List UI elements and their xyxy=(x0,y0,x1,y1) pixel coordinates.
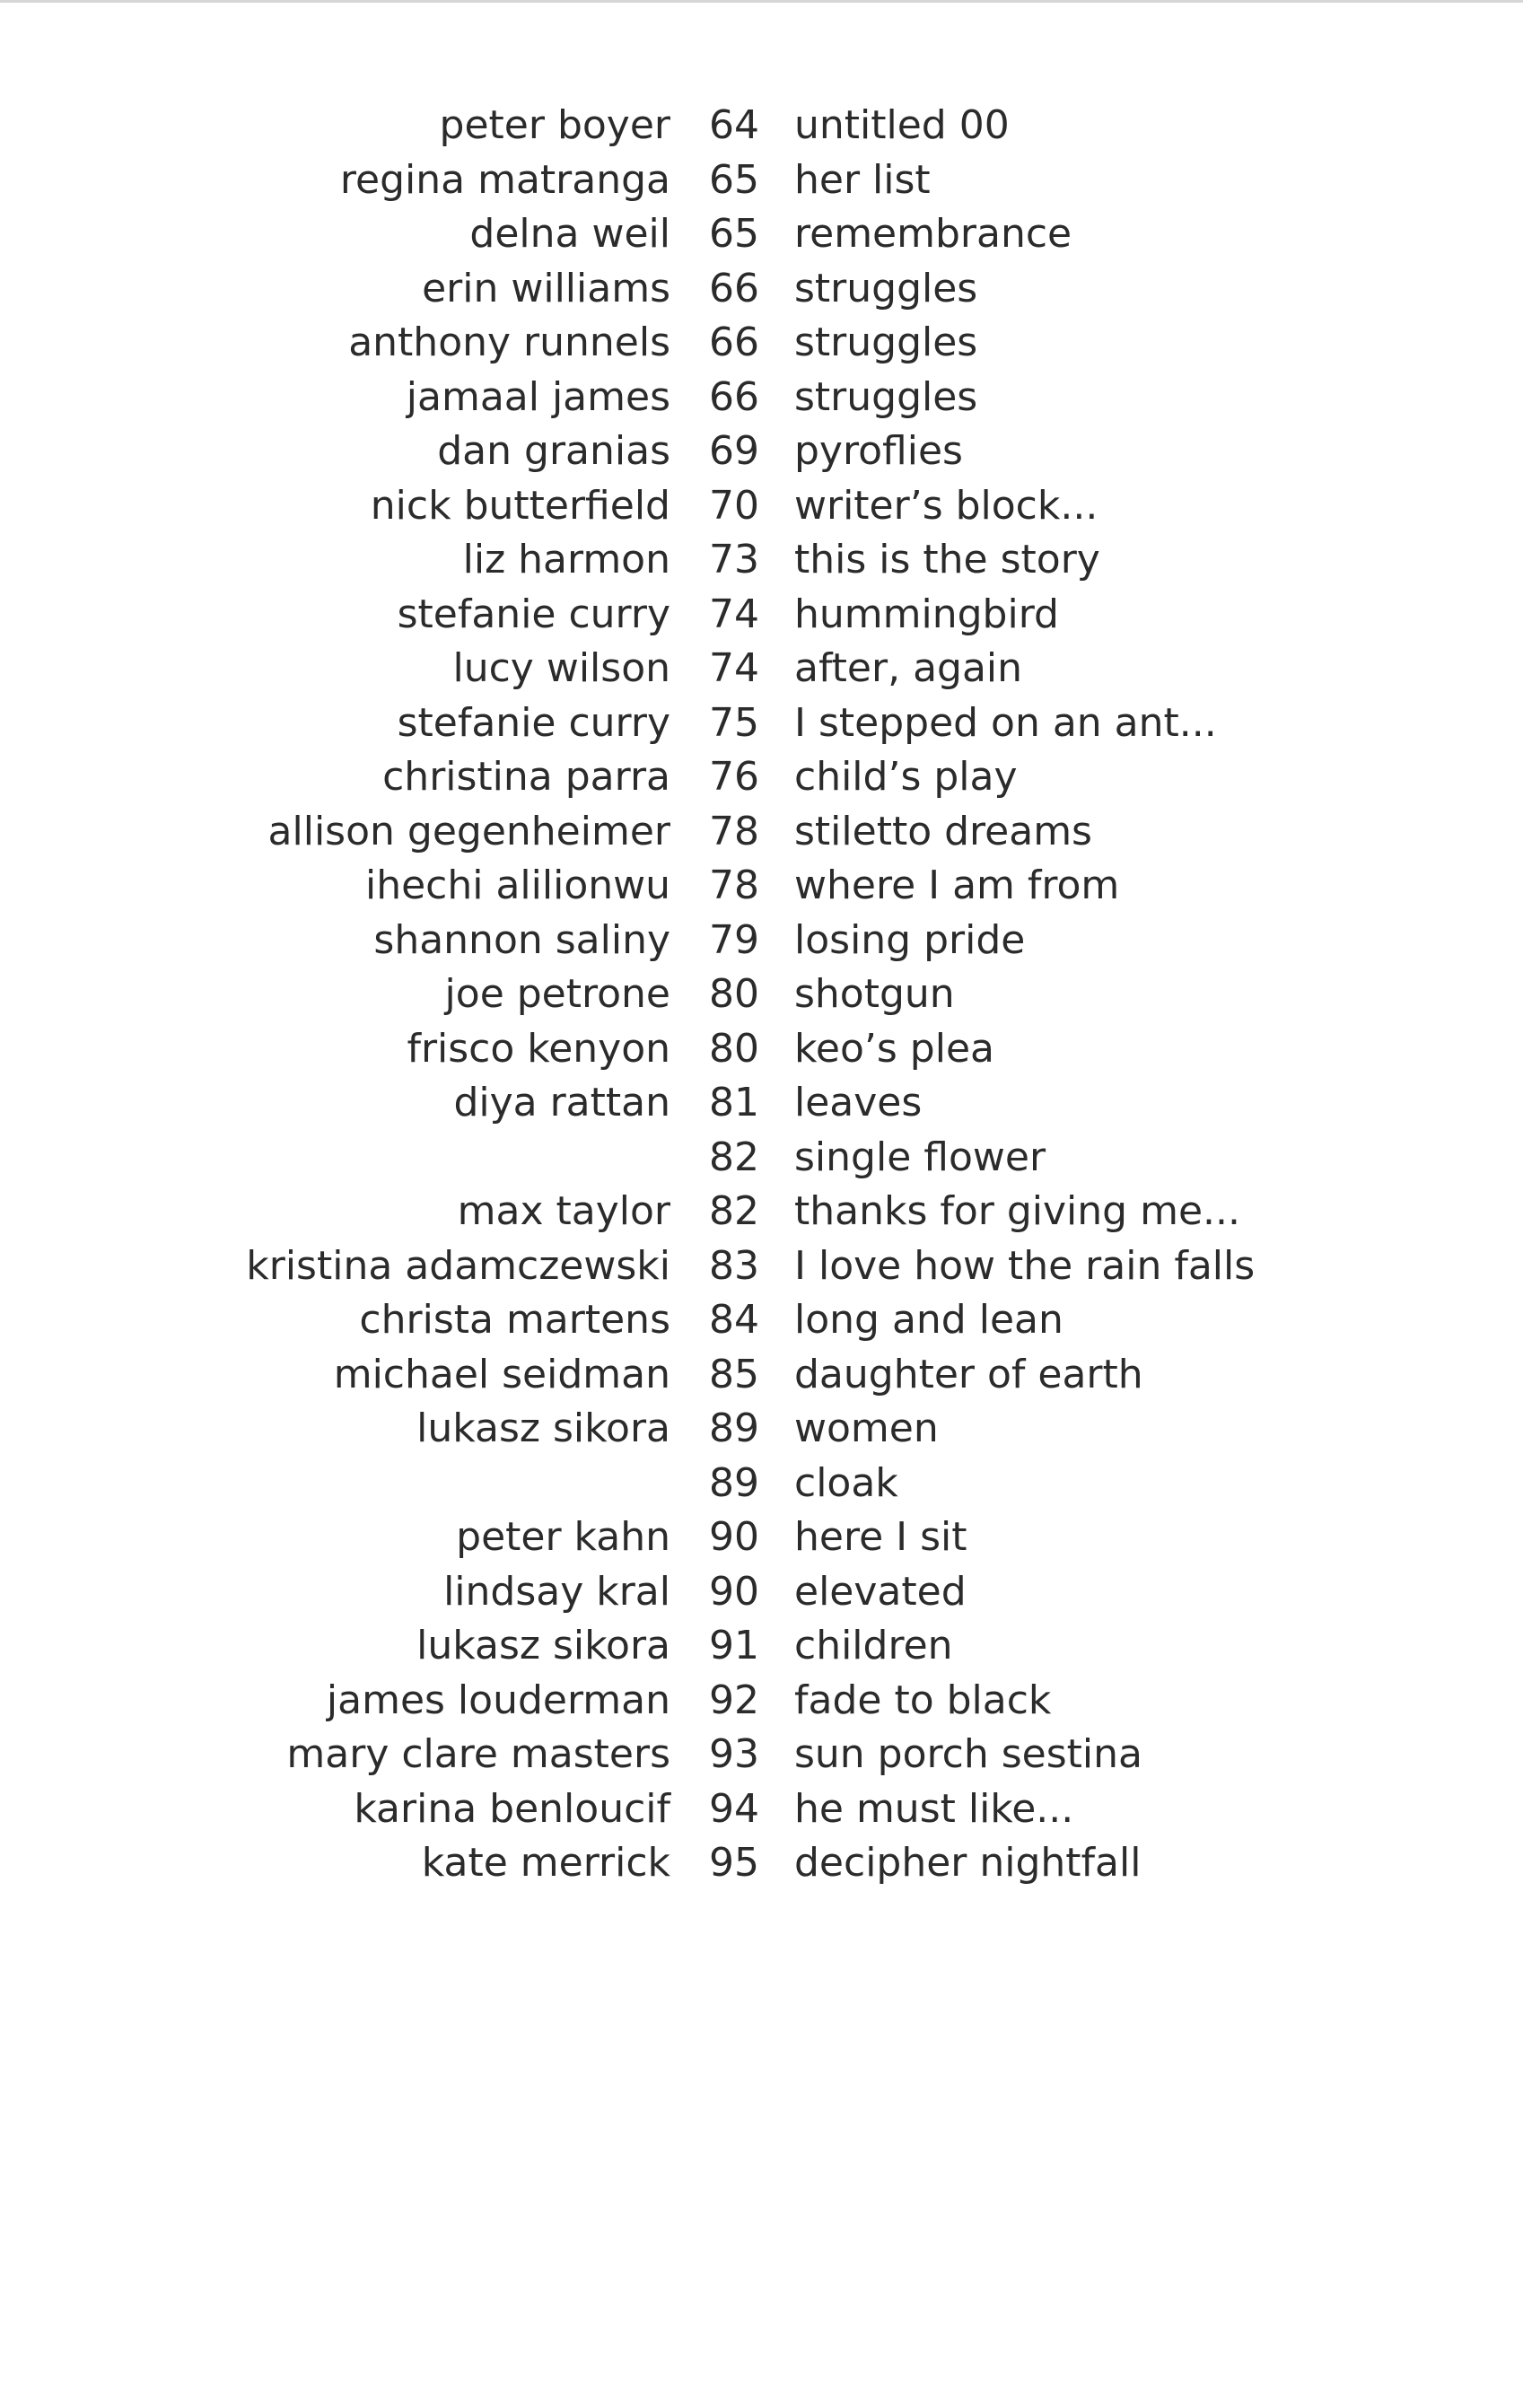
entry-title: struggles xyxy=(794,265,978,311)
entry-title: writer’s block... xyxy=(794,482,1098,529)
entry-title: thanks for giving me... xyxy=(794,1188,1240,1234)
entry-title: sun porch sestina xyxy=(794,1731,1142,1777)
toc-entry xyxy=(0,1619,1523,1674)
entry-page-number: 84 xyxy=(709,1297,759,1343)
entry-title: her list xyxy=(794,156,931,203)
entry-author: peter boyer xyxy=(439,102,670,148)
entry-page-number: 94 xyxy=(709,1785,759,1832)
entry-title: struggles xyxy=(794,320,978,365)
toc-entry xyxy=(0,1510,1523,1565)
entry-author: joe petrone xyxy=(444,971,670,1017)
toc-entry xyxy=(0,1185,1523,1239)
toc-entry xyxy=(0,750,1523,805)
entry-author: jamaal james xyxy=(406,373,670,420)
entry-author: shannon saliny xyxy=(373,916,670,963)
entry-page-number: 82 xyxy=(709,1134,759,1180)
entry-title: where I am from xyxy=(794,863,1120,908)
entry-page-number: 95 xyxy=(709,1840,759,1886)
entry-page-number: 89 xyxy=(709,1405,759,1451)
entry-title: I love how the rain falls xyxy=(794,1242,1256,1289)
entry-title: losing pride xyxy=(794,916,1026,963)
entry-page-number: 70 xyxy=(709,482,759,529)
entry-page-number: 91 xyxy=(709,1623,759,1668)
entry-title: keo’s plea xyxy=(794,1025,994,1072)
toc-entry xyxy=(0,696,1523,751)
toc-entry xyxy=(0,588,1523,643)
toc-entry xyxy=(0,642,1523,696)
entry-author: kate merrick xyxy=(421,1840,670,1886)
toc-entry xyxy=(0,859,1523,914)
entry-author: erin williams xyxy=(422,265,670,311)
toc-entry xyxy=(0,1239,1523,1294)
toc-entry xyxy=(0,1457,1523,1511)
entry-author: regina matranga xyxy=(339,156,670,203)
entry-author: lucy wilson xyxy=(452,645,670,691)
entry-page-number: 66 xyxy=(709,373,759,420)
entry-author: frisco kenyon xyxy=(407,1025,670,1072)
entry-page-number: 69 xyxy=(709,428,759,474)
entry-page-number: 82 xyxy=(709,1188,759,1234)
entry-page-number: 80 xyxy=(709,971,759,1017)
toc-entry xyxy=(0,316,1523,371)
entry-title: women xyxy=(794,1405,939,1451)
toc-entry xyxy=(0,99,1523,153)
toc-entry xyxy=(0,153,1523,208)
entry-author: stefanie curry xyxy=(397,591,670,637)
entry-author: peter kahn xyxy=(456,1514,670,1560)
entry-page-number: 74 xyxy=(709,645,759,691)
entry-title: hummingbird xyxy=(794,591,1059,637)
entry-page-number: 89 xyxy=(709,1459,759,1506)
entry-page-number: 93 xyxy=(709,1731,759,1777)
top-edge-rule xyxy=(0,0,1523,3)
toc-entry xyxy=(0,914,1523,968)
entry-author: lukasz sikora xyxy=(416,1405,670,1451)
entry-title: untitled 00 xyxy=(794,102,1010,148)
entry-page-number: 75 xyxy=(709,699,759,746)
entry-author: allison gegenheimer xyxy=(267,808,670,854)
toc-entry xyxy=(0,262,1523,317)
toc-entry xyxy=(0,1131,1523,1186)
toc-entry xyxy=(0,371,1523,425)
entry-page-number: 76 xyxy=(709,754,759,800)
toc-entry xyxy=(0,425,1523,479)
entry-page-number: 64 xyxy=(709,102,759,148)
entry-page-number: 90 xyxy=(709,1514,759,1560)
entry-author: christa martens xyxy=(359,1297,670,1343)
entry-author: max taylor xyxy=(457,1188,670,1234)
entry-page-number: 66 xyxy=(709,265,759,311)
entry-page-number: 92 xyxy=(709,1677,759,1723)
entry-title: elevated xyxy=(794,1568,967,1615)
entry-page-number: 90 xyxy=(709,1568,759,1615)
toc-entry xyxy=(0,1402,1523,1457)
entry-author: christina parra xyxy=(382,754,670,800)
toc-entry xyxy=(0,1674,1523,1729)
entry-page-number: 65 xyxy=(709,211,759,257)
entry-title: I stepped on an ant... xyxy=(794,699,1217,746)
entry-title: remembrance xyxy=(794,211,1072,257)
entry-page-number: 74 xyxy=(709,591,759,637)
entry-page-number: 79 xyxy=(709,916,759,963)
entry-title: leaves xyxy=(794,1080,923,1125)
entry-author: michael seidman xyxy=(333,1351,670,1397)
toc-entry xyxy=(0,1728,1523,1782)
entry-page-number: 78 xyxy=(709,808,759,854)
entry-page-number: 65 xyxy=(709,156,759,203)
entry-title: shotgun xyxy=(794,971,955,1017)
entry-title: this is the story xyxy=(794,537,1100,582)
entry-author: lukasz sikora xyxy=(416,1623,670,1668)
entry-title: single flower xyxy=(794,1134,1046,1180)
entry-title: struggles xyxy=(794,373,978,420)
entry-title: pyroflies xyxy=(794,428,963,474)
toc-entry xyxy=(0,1565,1523,1620)
entry-title: fade to black xyxy=(794,1677,1052,1723)
entry-title: long and lean xyxy=(794,1297,1063,1343)
entry-author: mary clare masters xyxy=(286,1731,670,1777)
toc-entry xyxy=(0,479,1523,534)
entry-title: here I sit xyxy=(794,1514,967,1560)
entry-author: lindsay kral xyxy=(443,1568,670,1615)
entry-title: stiletto dreams xyxy=(794,808,1092,854)
toc-entry xyxy=(0,207,1523,262)
entry-author: liz harmon xyxy=(462,537,670,582)
entry-title: child’s play xyxy=(794,754,1018,800)
entry-page-number: 78 xyxy=(709,863,759,908)
entry-author: diya rattan xyxy=(453,1080,670,1125)
toc-entry xyxy=(0,1076,1523,1131)
entry-title: daughter of earth xyxy=(794,1351,1143,1397)
toc-entry xyxy=(0,805,1523,860)
toc-entry xyxy=(0,1836,1523,1891)
entry-title: after, again xyxy=(794,645,1023,691)
entry-author: nick butterfield xyxy=(370,482,670,529)
entry-title: he must like... xyxy=(794,1785,1074,1832)
entry-title: children xyxy=(794,1623,953,1668)
toc-entry xyxy=(0,968,1523,1022)
entry-author: delna weil xyxy=(469,211,670,257)
toc-entry xyxy=(0,1782,1523,1837)
entry-page-number: 73 xyxy=(709,537,759,582)
entry-author: anthony runnels xyxy=(348,320,670,365)
entry-page-number: 80 xyxy=(709,1025,759,1072)
entry-author: ihechi alilionwu xyxy=(364,863,670,908)
entry-page-number: 85 xyxy=(709,1351,759,1397)
entry-author: karina benloucif xyxy=(354,1785,670,1832)
entry-title: decipher nightfall xyxy=(794,1840,1142,1886)
entry-page-number: 81 xyxy=(709,1080,759,1125)
entry-author: kristina adamczewski xyxy=(246,1242,670,1289)
entry-page-number: 66 xyxy=(709,320,759,365)
entry-page-number: 83 xyxy=(709,1242,759,1289)
entry-author: dan granias xyxy=(437,428,670,474)
toc-entry xyxy=(0,1022,1523,1077)
toc-entry xyxy=(0,533,1523,588)
entry-title: cloak xyxy=(794,1459,898,1506)
toc-entry xyxy=(0,1348,1523,1403)
entry-author: stefanie curry xyxy=(397,699,670,746)
toc-entry xyxy=(0,1293,1523,1348)
entry-author: james louderman xyxy=(326,1677,670,1723)
table-of-contents xyxy=(0,99,1523,1891)
